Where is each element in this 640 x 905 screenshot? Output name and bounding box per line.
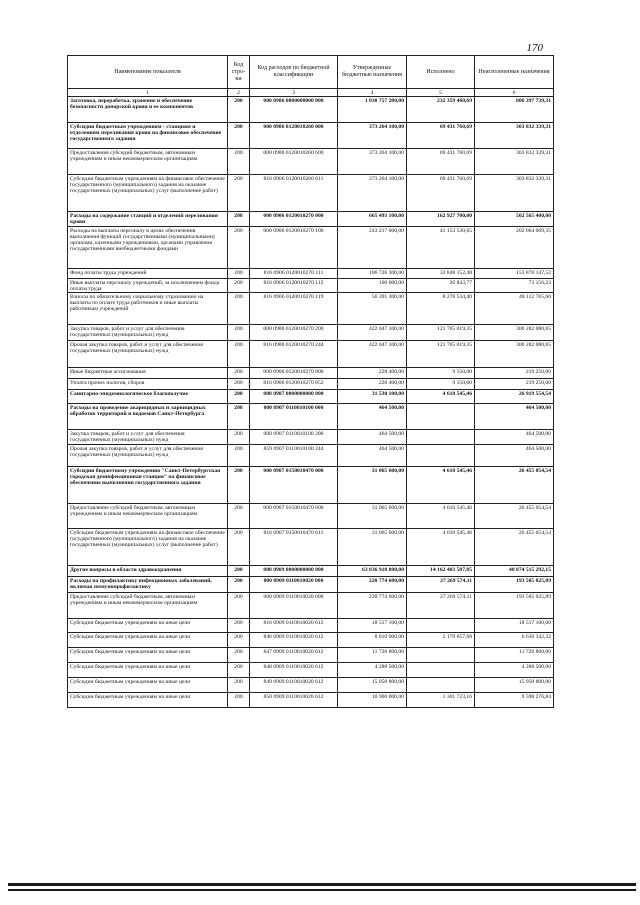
row-indicator-name: Закупка товаров, работ и услуг для обеспечения государственных (муниципальных) нужд — [68, 325, 228, 341]
row-line-code: 200 — [228, 341, 250, 368]
row-line-code: 200 — [228, 467, 250, 504]
table-row — [68, 269, 554, 279]
row-approved-amount: 56 391 300,00 — [338, 293, 407, 325]
table-header-row — [68, 56, 554, 89]
header-unexecuted-appropriations: Неисполненные назначения — [475, 56, 554, 89]
row-indicator-name: Субсидии бюджетным учреждениям - станциям и отделениям переливания крови на финансовое обеспечение государственного задания — [68, 123, 228, 149]
row-unexecuted-amount: 300 282 080,65 — [475, 341, 554, 368]
row-approved-amount: 8 810 000,00 — [338, 633, 407, 648]
row-unexecuted-amount: 11 726 800,00 — [475, 648, 554, 663]
row-line-code: 200 — [228, 269, 250, 279]
row-indicator-name: Расходы на содержание станций и отделений переливания крови — [68, 212, 228, 227]
row-classification-code: 816 0906 0120010270 852 — [250, 379, 338, 390]
row-executed-amount: 69 431 760,69 — [407, 175, 475, 212]
row-approved-amount: 243 217 600,00 — [338, 227, 407, 269]
row-line-code: 200 — [228, 325, 250, 341]
table-body — [68, 97, 554, 708]
row-classification-code: 816 0909 0110010020 612 — [250, 619, 338, 633]
table-row — [68, 663, 554, 678]
row-line-code: 200 — [228, 678, 250, 693]
table-row — [68, 467, 554, 504]
row-indicator-name: Фонд оплаты труда учреждений — [68, 269, 228, 279]
row-indicator-name: Прочая закупка товаров, работ и услуг для обеспечения государственных (муниципальных) нужд — [68, 341, 228, 368]
row-indicator-name: Субсидии бюджетным учреждениям на иные цели — [68, 648, 228, 663]
row-unexecuted-amount: 464 500,00 — [475, 430, 554, 445]
table-row — [68, 368, 554, 379]
column-index: 5 — [407, 89, 475, 97]
column-index: 1 — [68, 89, 228, 97]
row-unexecuted-amount: 48 874 515 292,15 — [475, 566, 554, 577]
row-classification-code: 848 0909 0110010020 612 — [250, 663, 338, 678]
row-approved-amount: 15 950 800,00 — [338, 678, 407, 693]
row-unexecuted-amount: 15 950 800,00 — [475, 678, 554, 693]
row-line-code: 200 — [228, 445, 250, 467]
table-row — [68, 97, 554, 123]
table-row — [68, 678, 554, 693]
row-approved-amount: 31 530 100,00 — [338, 390, 407, 404]
row-executed-amount: 14 162 403 507,85 — [407, 566, 475, 577]
table-row — [68, 123, 554, 149]
row-executed-amount: 2 179 657,68 — [407, 633, 475, 648]
row-line-code: 200 — [228, 593, 250, 619]
column-index: 3 — [250, 89, 338, 97]
row-indicator-name: Субсидии бюджетным учреждениям на финансовое обеспечение государственного (муниципального) задания на оказание государственных (муниципальных) услуг (выполнение работ) — [68, 529, 228, 566]
row-approved-amount: 31 065 600,00 — [338, 467, 407, 504]
row-classification-code: 000 0909 0110010020 000 — [250, 577, 338, 593]
row-approved-amount: 31 065 600,00 — [338, 529, 407, 566]
row-unexecuted-amount: 26 455 054,54 — [475, 467, 554, 504]
row-approved-amount: 665 493 100,00 — [338, 212, 407, 227]
table-row — [68, 325, 554, 341]
row-executed-amount — [407, 445, 475, 467]
row-unexecuted-amount: 502 565 400,00 — [475, 212, 554, 227]
row-executed-amount: 41 153 530,65 — [407, 227, 475, 269]
row-line-code: 200 — [228, 404, 250, 430]
row-approved-amount: 63 036 918 800,00 — [338, 566, 407, 577]
row-classification-code: 000 0907 0150010470 000 — [250, 467, 338, 504]
column-index: 2 — [228, 89, 250, 97]
row-executed-amount: 9 150,00 — [407, 368, 475, 379]
table-row — [68, 149, 554, 175]
row-unexecuted-amount: 464 500,00 — [475, 404, 554, 430]
row-indicator-name: Предоставление субсидий бюджетным, автономным учреждениям и иным некоммерческим организациям — [68, 593, 228, 619]
row-executed-amount: 27 269 574,11 — [407, 577, 475, 593]
row-approved-amount: 228 400,00 — [338, 368, 407, 379]
row-classification-code: 849 0909 0110010020 612 — [250, 678, 338, 693]
row-executed-amount — [407, 648, 475, 663]
row-indicator-name: Субсидии бюджетному учреждению "Санкт-Петербургская городская дезинфекционная станция" на финансовое обеспечение выполнения государственного задания — [68, 467, 228, 504]
row-approved-amount: 373 264 100,00 — [338, 123, 407, 149]
header-executed: Исполнено — [407, 56, 475, 89]
row-unexecuted-amount: 153 878 147,52 — [475, 269, 554, 279]
row-executed-amount: 9 150,00 — [407, 379, 475, 390]
row-line-code: 200 — [228, 379, 250, 390]
row-executed-amount — [407, 430, 475, 445]
row-unexecuted-amount: 193 505 025,89 — [475, 577, 554, 593]
row-indicator-name: Уплата прочих налогов, сборов — [68, 379, 228, 390]
row-indicator-name: Иные бюджетные ассигнования — [68, 368, 228, 379]
row-classification-code: 816 0906 0120010270 112 — [250, 279, 338, 293]
row-unexecuted-amount: 202 064 069,35 — [475, 227, 554, 269]
row-indicator-name: Предоставление субсидий бюджетным, автономным учреждениям и иным некоммерческим организациям — [68, 149, 228, 175]
row-classification-code: 000 0907 0150010470 600 — [250, 504, 338, 529]
row-executed-amount: 26 843,77 — [407, 279, 475, 293]
table-row — [68, 379, 554, 390]
row-classification-code: 850 0909 0110010020 612 — [250, 693, 338, 708]
header-budget-classification-code: Код расходов по бюджетной классификации — [250, 56, 338, 89]
row-classification-code: 000 0906 0120010270 000 — [250, 212, 338, 227]
budget-execution-table — [67, 55, 554, 708]
row-classification-code: 000 0909 0110010020 600 — [250, 593, 338, 619]
row-executed-amount: 8 278 534,40 — [407, 293, 475, 325]
row-line-code: 200 — [228, 212, 250, 227]
row-classification-code: 847 0909 0110010020 612 — [250, 648, 338, 663]
row-classification-code: 000 0906 0120010260 600 — [250, 149, 338, 175]
row-classification-code: 000 0906 0120010270 800 — [250, 368, 338, 379]
row-classification-code: 816 0906 0120010270 119 — [250, 293, 338, 325]
row-unexecuted-amount: 73 156,23 — [475, 279, 554, 293]
row-approved-amount: 100 000,00 — [338, 279, 407, 293]
column-index: 6 — [475, 89, 554, 97]
row-executed-amount: 4 610 545,46 — [407, 504, 475, 529]
table-row — [68, 390, 554, 404]
row-indicator-name: Предоставление субсидий бюджетным, автономным учреждениям и иным некоммерческим организациям — [68, 504, 228, 529]
row-classification-code: 000 0907 0000000000 000 — [250, 390, 338, 404]
row-unexecuted-amount: 26 919 554,54 — [475, 390, 554, 404]
row-approved-amount: 422 047 100,00 — [338, 325, 407, 341]
row-executed-amount: 27 269 574,11 — [407, 593, 475, 619]
row-classification-code: 816 0907 0150010470 611 — [250, 529, 338, 566]
row-classification-code: 816 0906 0120010270 111 — [250, 269, 338, 279]
row-executed-amount — [407, 404, 475, 430]
page-number: 170 — [526, 42, 543, 54]
row-unexecuted-amount: 4 288 500,00 — [475, 663, 554, 678]
table-row — [68, 566, 554, 577]
row-approved-amount: 18 517 100,00 — [338, 619, 407, 633]
row-indicator-name: Закупка товаров, работ и услуг для обеспечения государственных (муниципальных) нужд — [68, 430, 228, 445]
row-approved-amount: 373 264 100,00 — [338, 149, 407, 175]
table-row — [68, 175, 554, 212]
row-unexecuted-amount: 303 832 339,31 — [475, 175, 554, 212]
row-line-code: 200 — [228, 619, 250, 633]
row-executed-amount — [407, 663, 475, 678]
scan-edge-line — [8, 883, 636, 886]
row-line-code: 200 — [228, 577, 250, 593]
row-executed-amount: 162 927 700,00 — [407, 212, 475, 227]
row-approved-amount: 186 726 300,00 — [338, 269, 407, 279]
row-executed-amount: 69 431 760,69 — [407, 149, 475, 175]
row-classification-code: 000 0906 0120010270 100 — [250, 227, 338, 269]
row-classification-code: 000 0907 0110010100 000 — [250, 404, 338, 430]
column-index-row — [68, 89, 554, 97]
row-unexecuted-amount: 219 250,00 — [475, 379, 554, 390]
row-line-code: 200 — [228, 663, 250, 678]
table-row — [68, 648, 554, 663]
header-approved-appropriations: Утвержденные бюджетные назначения — [338, 56, 407, 89]
table-row — [68, 529, 554, 566]
row-unexecuted-amount: 464 500,00 — [475, 445, 554, 467]
row-indicator-name: Санитарно-эпидемиологическое благополучие — [68, 390, 228, 404]
row-indicator-name: Заготовка, переработка, хранение и обеспечение безопасности донорской крови и ее компонентов — [68, 97, 228, 123]
row-approved-amount: 1 038 757 200,00 — [338, 97, 407, 123]
row-line-code: 200 — [228, 633, 250, 648]
row-classification-code: 000 0906 0120010260 000 — [250, 123, 338, 149]
row-classification-code: 816 0906 0120010270 244 — [250, 341, 338, 368]
row-indicator-name: Прочая закупка товаров, работ и услуг для обеспечения государственных (муниципальных) нужд — [68, 445, 228, 467]
row-indicator-name: Расходы на профилактику инфекционных заболеваний, включая иммунопрофилактику — [68, 577, 228, 593]
row-approved-amount: 422 047 100,00 — [338, 341, 407, 368]
row-executed-amount: 4 610 545,46 — [407, 467, 475, 504]
row-indicator-name: Субсидии бюджетным учреждениям на финансовое обеспечение государственного (муниципального) задания на оказание государственных (муниципальных) услуг (выполнение работ) — [68, 175, 228, 212]
row-classification-code: 859 0907 0110010100 244 — [250, 445, 338, 467]
row-indicator-name: Субсидии бюджетным учреждениям на иные цели — [68, 633, 228, 648]
row-approved-amount: 464 500,00 — [338, 404, 407, 430]
table-row — [68, 430, 554, 445]
scan-edge-line — [8, 889, 636, 891]
row-line-code: 200 — [228, 293, 250, 325]
row-executed-amount: 4 610 545,46 — [407, 390, 475, 404]
row-executed-amount: 121 765 019,35 — [407, 341, 475, 368]
table-row — [68, 593, 554, 619]
row-line-code: 200 — [228, 693, 250, 708]
table-row — [68, 577, 554, 593]
row-line-code: 200 — [228, 149, 250, 175]
row-line-code: 200 — [228, 430, 250, 445]
column-index: 4 — [338, 89, 407, 97]
row-executed-amount: 69 431 760,69 — [407, 123, 475, 149]
table-row — [68, 445, 554, 467]
row-indicator-name: Иные выплаты персоналу учреждений, за исключением фонда оплаты труда — [68, 279, 228, 293]
row-indicator-name: Расходы на проведение акарицидных и ларвицидных обработок территорий и водоемов Санкт-Петербурга — [68, 404, 228, 430]
table-row — [68, 693, 554, 708]
row-classification-code: 816 0906 0120010260 611 — [250, 175, 338, 212]
row-classification-code: 000 0907 0110010100 200 — [250, 430, 338, 445]
row-line-code: 200 — [228, 368, 250, 379]
row-approved-amount: 220 774 600,00 — [338, 593, 407, 619]
table-row — [68, 619, 554, 633]
row-line-code: 200 — [228, 279, 250, 293]
row-line-code: 200 — [228, 227, 250, 269]
row-classification-code: 000 0906 0000000000 000 — [250, 97, 338, 123]
row-executed-amount: 232 359 460,69 — [407, 97, 475, 123]
row-unexecuted-amount: 300 282 080,65 — [475, 325, 554, 341]
row-indicator-name: Субсидии бюджетным учреждениям на иные цели — [68, 619, 228, 633]
table-row — [68, 293, 554, 325]
row-unexecuted-amount: 26 455 054,54 — [475, 529, 554, 566]
row-executed-amount — [407, 678, 475, 693]
row-unexecuted-amount: 806 397 739,31 — [475, 97, 554, 123]
row-unexecuted-amount: 26 455 054,54 — [475, 504, 554, 529]
row-executed-amount: 121 765 019,35 — [407, 325, 475, 341]
row-line-code: 200 — [228, 529, 250, 566]
row-unexecuted-amount: 303 832 339,31 — [475, 149, 554, 175]
row-indicator-name: Расходы на выплаты персоналу в целях обеспечения выполнения функций государственными (муниципальными) органами, казенными учреждениями, органами управления государственными внебюджетными фондами — [68, 227, 228, 269]
row-unexecuted-amount: 303 832 339,31 — [475, 123, 554, 149]
row-indicator-name: Субсидии бюджетным учреждениям на иные цели — [68, 678, 228, 693]
row-executed-amount: 4 610 545,46 — [407, 529, 475, 566]
row-executed-amount: 1 301 723,16 — [407, 693, 475, 708]
row-executed-amount: 32 848 152,48 — [407, 269, 475, 279]
row-line-code: 200 — [228, 504, 250, 529]
row-line-code: 200 — [228, 123, 250, 149]
row-indicator-name: Взносы по обязательному социальному страхованию на выплаты по оплате труда работников и иные выплаты работникам учреждений — [68, 293, 228, 325]
row-unexecuted-amount: 6 630 342,32 — [475, 633, 554, 648]
row-approved-amount: 373 264 100,00 — [338, 175, 407, 212]
row-approved-amount: 4 288 500,00 — [338, 663, 407, 678]
row-approved-amount: 11 726 800,00 — [338, 648, 407, 663]
row-approved-amount: 464 500,00 — [338, 445, 407, 467]
header-line-code: Код стро-ки — [228, 56, 250, 89]
row-approved-amount: 220 774 600,00 — [338, 577, 407, 593]
row-classification-code: 000 0906 0120010270 200 — [250, 325, 338, 341]
row-executed-amount — [407, 619, 475, 633]
row-approved-amount: 228 400,00 — [338, 379, 407, 390]
table-row — [68, 504, 554, 529]
table-row — [68, 212, 554, 227]
row-unexecuted-amount: 9 598 276,84 — [475, 693, 554, 708]
row-line-code: 200 — [228, 566, 250, 577]
row-line-code: 200 — [228, 175, 250, 212]
table-row — [68, 341, 554, 368]
row-approved-amount: 10 900 000,00 — [338, 693, 407, 708]
table-row — [68, 404, 554, 430]
row-indicator-name: Другие вопросы в области здравоохранения — [68, 566, 228, 577]
row-unexecuted-amount: 18 517 100,00 — [475, 619, 554, 633]
table-row — [68, 279, 554, 293]
row-indicator-name: Субсидии бюджетным учреждениям на иные цели — [68, 663, 228, 678]
row-unexecuted-amount: 193 505 025,89 — [475, 593, 554, 619]
row-unexecuted-amount: 48 112 765,60 — [475, 293, 554, 325]
table-row — [68, 227, 554, 269]
row-indicator-name: Субсидии бюджетным учреждениям на иные цели — [68, 693, 228, 708]
row-classification-code: 846 0909 0110010020 612 — [250, 633, 338, 648]
row-approved-amount: 31 065 600,00 — [338, 504, 407, 529]
row-line-code: 200 — [228, 97, 250, 123]
table-row — [68, 633, 554, 648]
row-line-code: 200 — [228, 648, 250, 663]
row-approved-amount: 464 500,00 — [338, 430, 407, 445]
row-classification-code: 000 0909 0000000000 000 — [250, 566, 338, 577]
row-line-code: 200 — [228, 390, 250, 404]
header-indicator-name: Наименование показателя — [68, 56, 228, 89]
row-unexecuted-amount: 219 250,00 — [475, 368, 554, 379]
